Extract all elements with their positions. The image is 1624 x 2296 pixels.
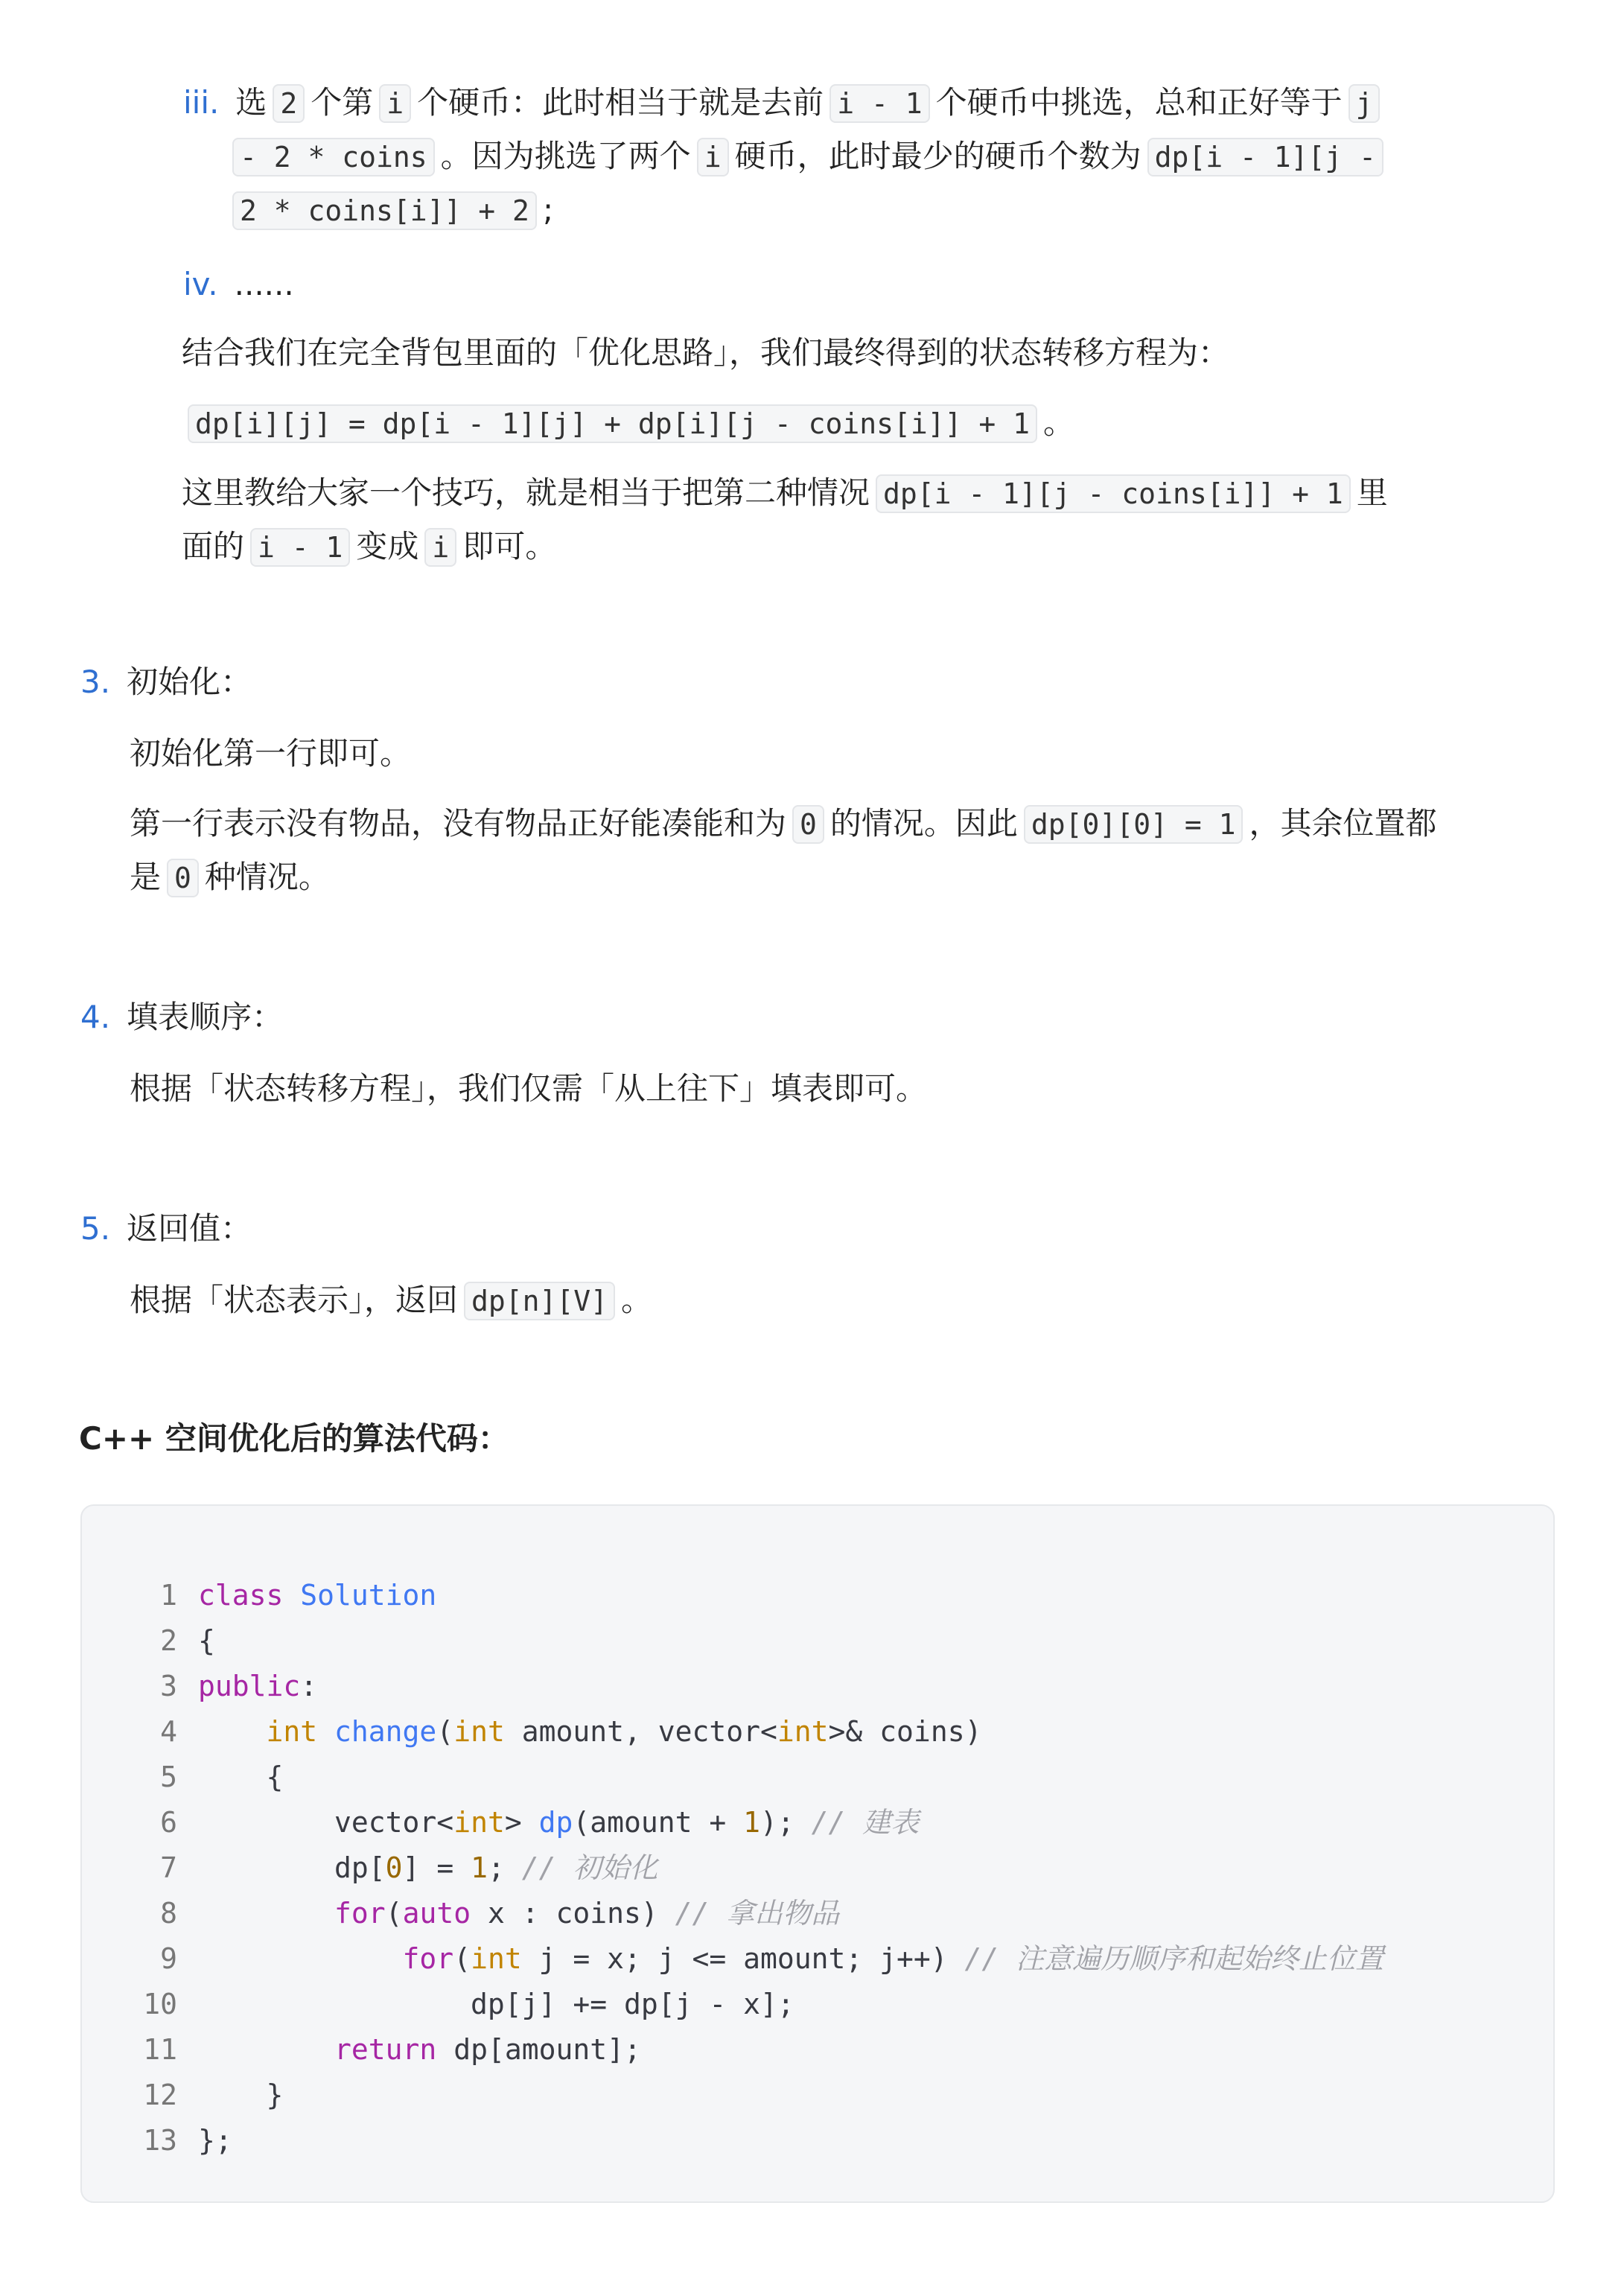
text: ......	[234, 266, 294, 302]
text: 即可。	[462, 528, 557, 565]
code-heading: C++ 空间优化后的算法代码：	[79, 1420, 509, 1457]
code-line: 11 return dp[amount];	[143, 2033, 641, 2066]
text: 硬币，此时最少的硬币个数为	[734, 138, 1141, 174]
code-line: 3 public:	[160, 1670, 318, 1702]
inline-code: i - 1	[250, 528, 350, 567]
step-5-heading	[80, 1202, 252, 1256]
text: 第一行表示没有物品，没有物品正好能凑能和为	[130, 805, 787, 842]
inline-code: i - 1	[829, 84, 929, 123]
list-item-iii-line1	[183, 76, 1386, 130]
inline-code: 2	[273, 84, 305, 123]
code-line: 7 dp[0] = 1; // 初始化	[160, 1851, 658, 1884]
code-line: 13 };	[143, 2124, 232, 2157]
list-item-iii-line2	[232, 130, 1389, 184]
code-line: 4 int change(int amount, vector<int>& coins)	[160, 1715, 982, 1748]
inline-code: i	[379, 84, 411, 123]
list-marker: 5.	[80, 1210, 111, 1247]
step-3-p2	[130, 797, 1436, 851]
text: 种情况。	[204, 859, 330, 895]
code-line: 1 class Solution	[160, 1579, 437, 1612]
step-3-p3	[130, 850, 330, 905]
inline-code: 2 * coins[i]] + 2	[232, 191, 537, 230]
code-line: 6 vector<int> dp(amount + 1); // 建表	[160, 1806, 920, 1839]
text: 根据「状态表示」，返回	[130, 1282, 459, 1318]
code-line: 5 {	[160, 1761, 284, 1793]
code-block[interactable]	[80, 1504, 1555, 2203]
step-5-p1	[130, 1273, 652, 1328]
inline-code: - 2 * coins	[232, 138, 435, 177]
text: ;	[542, 191, 554, 228]
text: 选	[235, 84, 267, 121]
code-line: 9 for(int j = x; j <= amount; j++) // 注意遍历顺序和起始终止位置	[160, 1942, 1384, 1975]
text: 变成	[356, 528, 419, 565]
text: 。	[621, 1282, 653, 1318]
text: ，其余位置都	[1249, 805, 1437, 842]
code-line: 10 dp[j] += dp[j - x];	[143, 1988, 795, 2020]
inline-code: i	[697, 138, 729, 177]
inline-code: i	[424, 528, 456, 567]
summary-paragraph: 结合我们在完全背包里面的「优化思路」，我们最终得到的状态转移方程为：	[182, 334, 1230, 371]
text: 的情况。因此	[829, 805, 1018, 842]
list-item-iv	[183, 258, 294, 311]
text: 个第	[311, 84, 374, 121]
inline-code: 0	[792, 805, 824, 844]
inline-code: dp[0][0] = 1	[1024, 805, 1244, 844]
inline-code: j	[1348, 84, 1381, 123]
text: 个硬币中挑选，总和正好等于	[935, 84, 1343, 121]
list-marker: iii.	[183, 84, 220, 121]
text: 这里教给大家一个技巧，就是相当于把第二种情况	[182, 474, 870, 511]
text: 里	[1356, 474, 1388, 511]
step-3-p1: 初始化第一行即可。	[130, 735, 412, 772]
list-marker: 3.	[80, 664, 111, 700]
step-4-p1: 根据「状态转移方程」，我们仅需「从上往下」填表即可。	[130, 1070, 928, 1107]
tip-line2	[182, 520, 556, 574]
inline-code-equation: dp[i][j] = dp[i - 1][j] + dp[i][j - coins[i]] + 1	[188, 404, 1037, 443]
equation-paragraph	[182, 396, 1074, 451]
step-title: 填表顺序：	[127, 999, 284, 1035]
tip-line1	[182, 466, 1388, 521]
step-3-heading	[80, 655, 252, 709]
inline-code: dp[i - 1][j - coins[i]] + 1	[876, 474, 1351, 513]
text: 面的	[182, 528, 245, 565]
step-title: 初始化：	[127, 664, 252, 700]
step-4-heading	[80, 990, 283, 1044]
inline-code: 0	[167, 859, 199, 897]
inline-code: dp[i - 1][j -	[1147, 138, 1383, 177]
text: 个硬币：此时相当于就是去前	[417, 84, 824, 121]
list-item-iii-line3	[232, 183, 553, 238]
code-line: 8 for(auto x : coins) // 拿出物品	[160, 1897, 840, 1930]
text: 。	[1043, 404, 1075, 441]
code-line: 2 {	[160, 1624, 215, 1657]
inline-code: dp[n][V]	[464, 1282, 615, 1320]
text: 。因为挑选了两个	[440, 138, 691, 174]
step-title: 返回值：	[127, 1210, 252, 1247]
text: 是	[130, 859, 162, 895]
list-marker: 4.	[80, 999, 111, 1035]
code-line: 12 }	[143, 2079, 284, 2111]
list-marker: iv.	[183, 266, 218, 302]
